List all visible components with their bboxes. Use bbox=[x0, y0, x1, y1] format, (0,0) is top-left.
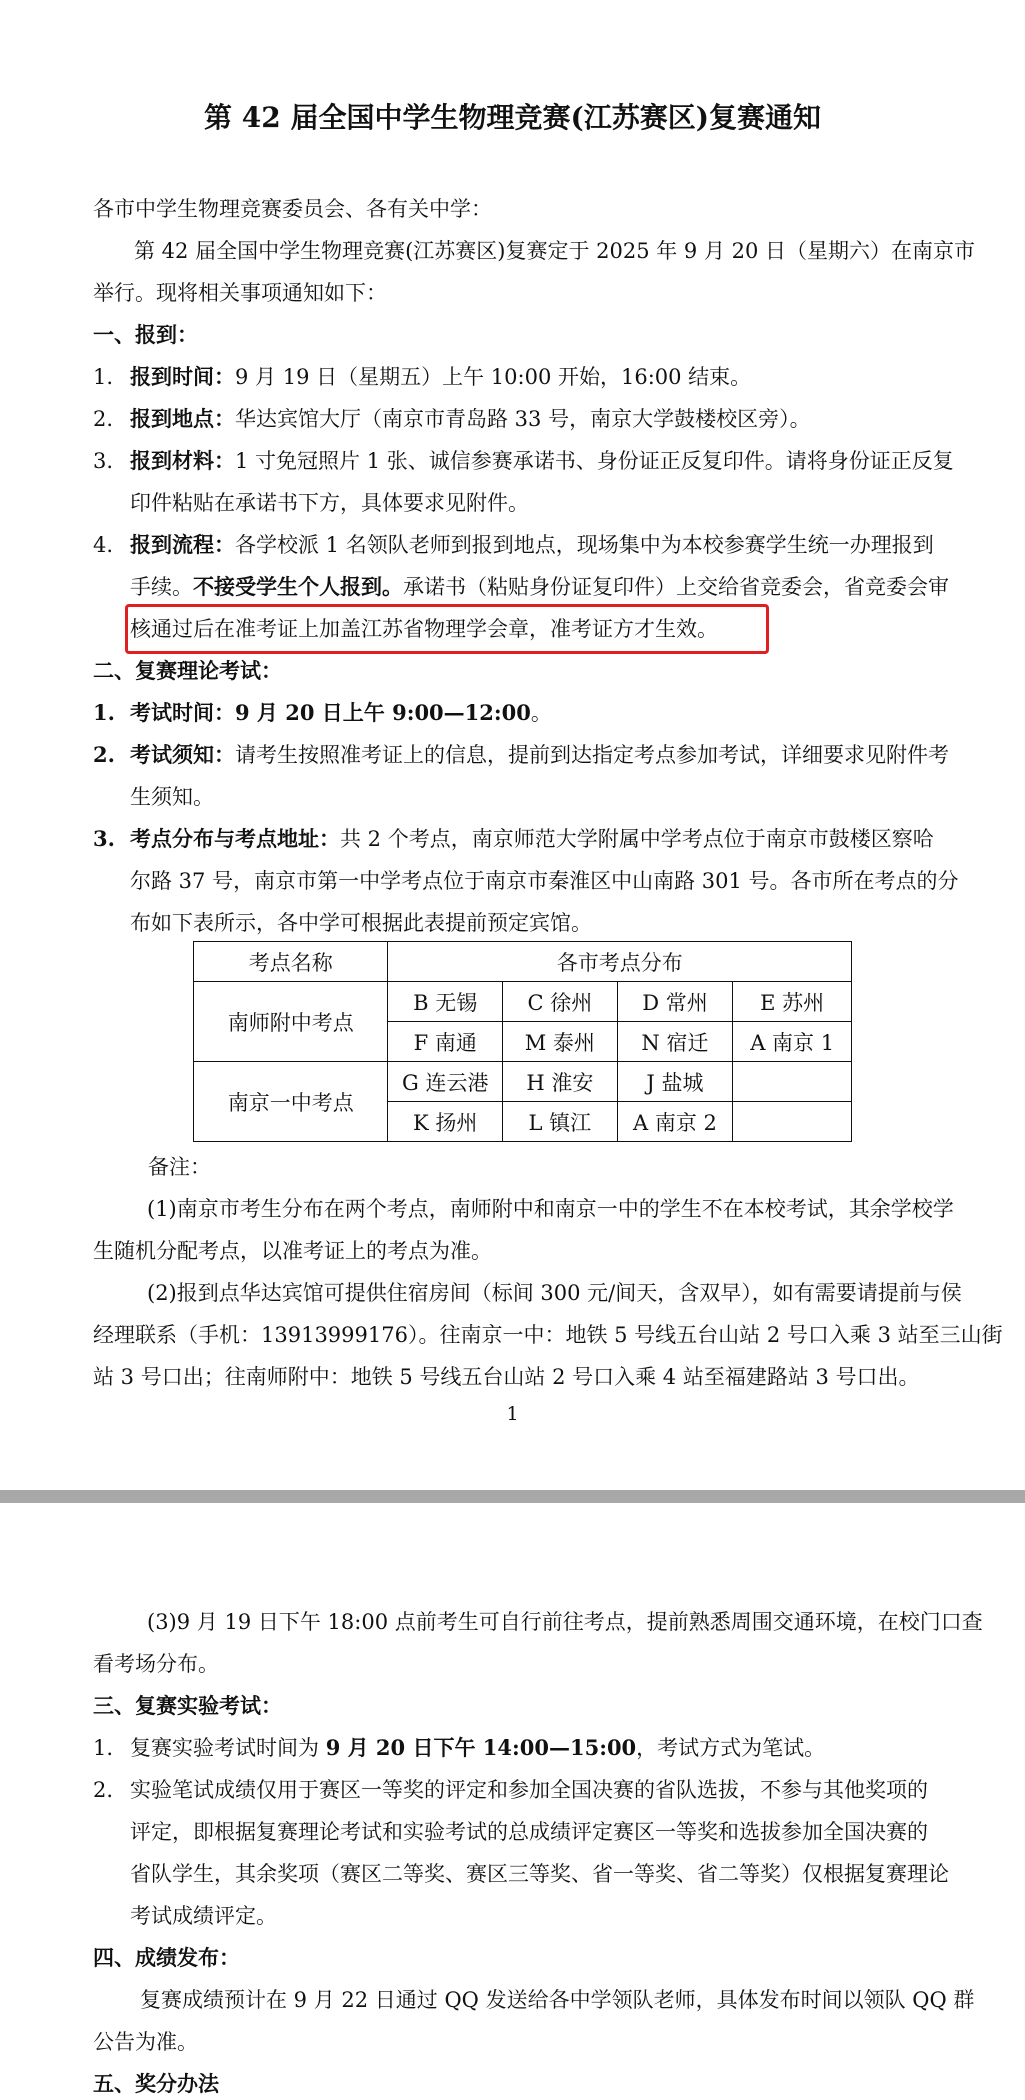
s1-item-4-text-1: 各学校派 1 名领队老师到报到地点，现场集中为本校参赛学生统一办理报到 bbox=[235, 533, 934, 557]
city-cell bbox=[733, 1102, 852, 1142]
city-cell: E 苏州 bbox=[733, 982, 852, 1022]
section-5-heading: 五、奖分办法 bbox=[93, 2071, 219, 2096]
s2-item-2-num: 2. bbox=[93, 742, 115, 767]
s2-item-3-label: 考点分布与考点地址： bbox=[130, 826, 340, 851]
page-number: 1 bbox=[506, 1403, 519, 1425]
table-header-distribution: 各市考点分布 bbox=[388, 942, 852, 982]
s1-item-2-label: 报到地点： bbox=[130, 406, 235, 431]
salutation: 各市中学生物理竞赛委员会、各有关中学： bbox=[93, 197, 492, 221]
note-3-line-1: (3)9 月 19 日下午 18:00 点前考生可自行前往考点，提前熟悉周围交通环境，在校门口查 bbox=[147, 1610, 983, 1634]
intro-line-2: 举行。现将相关事项通知如下： bbox=[93, 281, 387, 305]
s2-item-2-label: 考试须知： bbox=[130, 742, 235, 767]
city-cell bbox=[733, 1062, 852, 1102]
s3-item-1 bbox=[130, 1732, 825, 1764]
city-cell: H 淮安 bbox=[503, 1062, 618, 1102]
s1-item-4-line-1 bbox=[130, 529, 934, 561]
s2-item-3-line-3: 布如下表所示，各中学可根据此表提前预定宾馆。 bbox=[130, 911, 592, 935]
section-2-heading: 二、复赛理论考试： bbox=[93, 658, 282, 683]
s1-item-4-line-2 bbox=[130, 571, 949, 603]
s4-line-1: 复赛成绩预计在 9 月 22 日通过 QQ 发送给各中学领队老师，具体发布时间以领队 QQ 群 bbox=[140, 1988, 975, 2012]
note-2-line-3: 站 3 号口出；往南师附中：地铁 5 号线五台山站 2 号口入乘 4 站至福建路站 3 号口出。 bbox=[93, 1365, 920, 1389]
s1-item-3-label: 报到材料： bbox=[130, 448, 235, 473]
table-header-row bbox=[194, 942, 852, 982]
s1-item-1-num: 1. bbox=[93, 365, 114, 389]
section-3-heading: 三、复赛实验考试： bbox=[93, 1693, 282, 1718]
document-page-2 bbox=[0, 1503, 1025, 2096]
city-cell: K 扬州 bbox=[388, 1102, 503, 1142]
s2-item-2-line-1 bbox=[130, 739, 949, 771]
s4-line-2: 公告为准。 bbox=[93, 2030, 198, 2054]
s2-item-1-text: 考试时间：9 月 20 日上午 9:00—12:00 bbox=[130, 700, 531, 725]
s3-item-2-line-2: 评定，即根据复赛理论考试和实验考试的总成绩评定赛区一等奖和选拔参加全国决赛的 bbox=[130, 1820, 928, 1844]
note-1-line-1: (1)南京市考生分布在两个考点，南师附中和南京一中的学生不在本校考试，其余学校学 bbox=[147, 1197, 954, 1221]
table-header-site: 考点名称 bbox=[194, 942, 388, 982]
note-3-line-2: 看考场分布。 bbox=[93, 1652, 219, 1676]
notes-label: 备注： bbox=[148, 1155, 211, 1179]
city-cell: D 常州 bbox=[617, 982, 733, 1022]
s1-item-1-text: 9 月 19 日（星期五）上午 10:00 开始，16:00 结束。 bbox=[235, 365, 752, 389]
s1-item-4-num: 4. bbox=[93, 533, 114, 557]
intro-line-1: 第 42 届全国中学生物理竞赛(江苏赛区)复赛定于 2025 年 9 月 20 日（星期六）在南京市 bbox=[134, 239, 976, 263]
s2-item-2-text-1: 请考生按照准考证上的信息，提前到达指定考点参加考试，详细要求见附件考 bbox=[235, 743, 949, 767]
city-cell: G 连云港 bbox=[388, 1062, 503, 1102]
city-cell: B 无锡 bbox=[388, 982, 503, 1022]
s1-item-2-text: 华达宾馆大厅（南京市青岛路 33 号，南京大学鼓楼校区旁）。 bbox=[235, 407, 811, 431]
s3-item-2-line-4: 考试成绩评定。 bbox=[130, 1904, 277, 1928]
city-cell: A 南京 1 bbox=[733, 1022, 852, 1062]
note-2-line-1: (2)报到点华达宾馆可提供住宿房间（标间 300 元/间天，含双早），如有需要请提前与侯 bbox=[147, 1281, 962, 1305]
exam-site-table bbox=[193, 941, 852, 1142]
s3-item-1-num: 1. bbox=[93, 1736, 114, 1760]
site-name-cell: 南师附中考点 bbox=[194, 982, 388, 1062]
s3-item-2-line-3: 省队学生，其余奖项（赛区二等奖、赛区三等奖、省一等奖、省二等奖）仅根据复赛理论 bbox=[130, 1862, 949, 1886]
red-highlight-box bbox=[125, 604, 769, 654]
s1-item-2-num: 2. bbox=[93, 407, 114, 431]
s2-item-3-line-1 bbox=[130, 823, 934, 855]
s1-item-4-text-2b: 不接受学生个人报到。 bbox=[193, 574, 403, 599]
site-name-cell: 南京一中考点 bbox=[194, 1062, 388, 1142]
s3-item-2-line-1: 实验笔试成绩仅用于赛区一等奖的评定和参加全国决赛的省队选拔，不参与其他奖项的 bbox=[130, 1778, 928, 1802]
s1-item-4-text-2a: 手续。 bbox=[130, 575, 193, 599]
s3-item-2-num: 2. bbox=[93, 1778, 114, 1802]
s3-item-1-post: ，考试方式为笔试。 bbox=[636, 1736, 826, 1760]
s2-item-3-line-2: 尔路 37 号，南京市第一中学考点位于南京市秦淮区中山南路 301 号。各市所在考点的分 bbox=[130, 869, 959, 893]
s2-item-1 bbox=[130, 697, 552, 729]
city-cell: N 宿迁 bbox=[617, 1022, 733, 1062]
s3-item-1-pre: 复赛实验考试时间为 bbox=[130, 1736, 326, 1760]
s1-item-3-line-2: 印件粘贴在承诺书下方，具体要求见附件。 bbox=[130, 491, 529, 515]
city-cell: L 镇江 bbox=[503, 1102, 618, 1142]
s1-item-3-text-1: 1 寸免冠照片 1 张、诚信参赛承诺书、身份证正反复印件。请将身份证正反复 bbox=[235, 449, 954, 473]
s1-item-1-label: 报到时间： bbox=[130, 364, 235, 389]
s1-item-1 bbox=[130, 361, 751, 393]
note-1-line-2: 生随机分配考点，以准考证上的考点为准。 bbox=[93, 1239, 492, 1263]
notice-title: 第 42 届全国中学生物理竞赛(江苏赛区)复赛通知 bbox=[204, 101, 821, 134]
s2-item-1-num: 1. bbox=[93, 700, 115, 725]
s2-item-2-line-2: 生须知。 bbox=[130, 785, 214, 809]
city-cell: C 徐州 bbox=[503, 982, 618, 1022]
city-cell: F 南通 bbox=[388, 1022, 503, 1062]
city-cell: J 盐城 bbox=[617, 1062, 733, 1102]
s2-item-1-end: 。 bbox=[530, 701, 552, 725]
s2-item-3-num: 3. bbox=[93, 826, 115, 851]
s3-item-1-bold: 9 月 20 日下午 14:00—15:00 bbox=[325, 1735, 637, 1760]
s1-item-4-line-3: 核通过后在准考证上加盖江苏省物理学会章，准考证方才生效。 bbox=[130, 617, 718, 641]
table-row bbox=[194, 1062, 852, 1102]
table-row bbox=[194, 982, 852, 1022]
city-cell: A 南京 2 bbox=[617, 1102, 733, 1142]
city-cell: M 泰州 bbox=[503, 1022, 618, 1062]
s1-item-4-label: 报到流程： bbox=[130, 532, 235, 557]
s2-item-3-text-1: 共 2 个考点，南京师范大学附属中学考点位于南京市鼓楼区察哈 bbox=[340, 827, 934, 851]
s1-item-3-num: 3. bbox=[93, 449, 114, 473]
page-divider bbox=[0, 1490, 1025, 1503]
section-1-heading: 一、报到： bbox=[93, 322, 198, 347]
s1-item-4-text-2c: 承诺书（粘贴身份证复印件）上交给省竞委会，省竞委会审 bbox=[403, 575, 949, 599]
note-2-line-2: 经理联系（手机：13913999176）。往南京一中：地铁 5 号线五台山站 2 号口入乘 3 站至三山街 bbox=[93, 1323, 1003, 1347]
section-4-heading: 四、成绩发布： bbox=[93, 1945, 240, 1970]
s1-item-2 bbox=[130, 403, 811, 435]
s1-item-3-line-1 bbox=[130, 445, 954, 477]
